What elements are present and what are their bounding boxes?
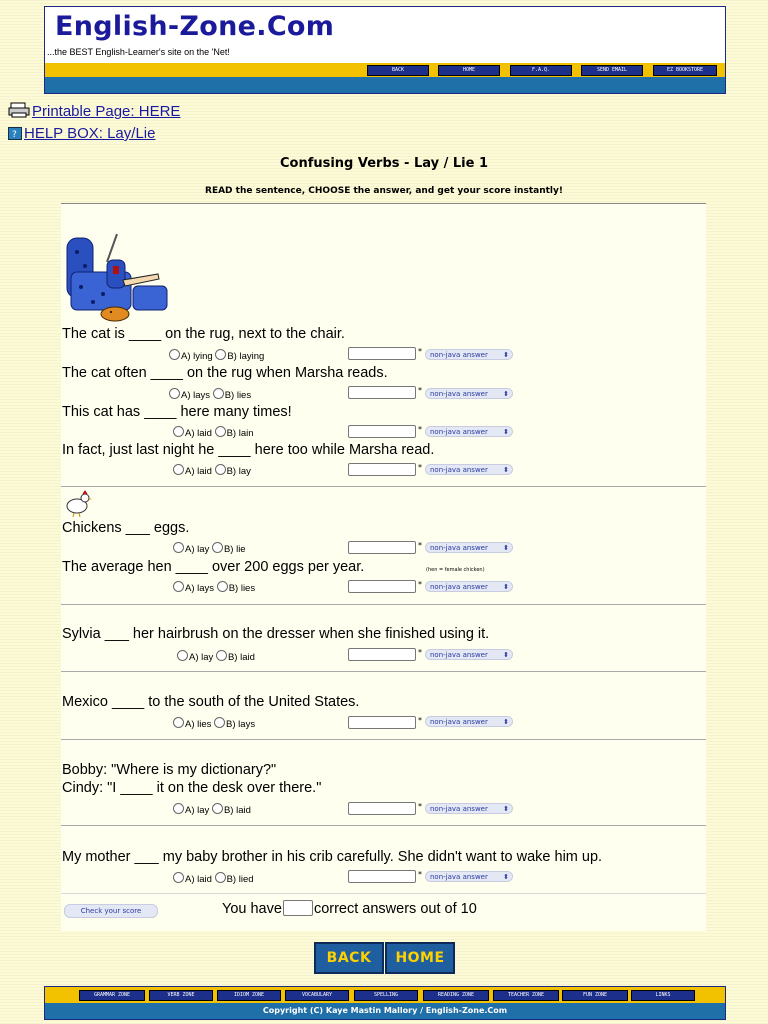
q7-option-b-radio[interactable]	[216, 650, 227, 661]
question-1-options	[169, 349, 264, 362]
q1-nonjava-select[interactable]	[425, 349, 513, 360]
q8-option-b-label[interactable]: B) lays	[226, 719, 256, 730]
q4-option-a-radio[interactable]	[173, 464, 184, 475]
q9-option-a-radio[interactable]	[173, 803, 184, 814]
select-arrows-icon: ⬍	[503, 873, 509, 881]
q10-answer-marker: *	[418, 870, 422, 879]
q5-option-a-label[interactable]: A) lay	[185, 544, 210, 555]
score-field[interactable]	[283, 900, 313, 916]
q9-option-b-label[interactable]: B) laid	[223, 805, 251, 816]
footer-teacher-zone-link[interactable]: TEACHER ZONE	[493, 990, 559, 1001]
q4-answer-field[interactable]	[348, 463, 416, 476]
q6-answer-marker: *	[418, 580, 422, 589]
q9-nonjava-label: non-java answer	[430, 805, 488, 813]
section-divider	[61, 825, 706, 826]
q2-option-a-radio[interactable]	[169, 388, 180, 399]
q2-option-b-radio[interactable]	[213, 388, 224, 399]
q10-option-b-label[interactable]: B) lied	[226, 874, 254, 885]
q1-option-a-label[interactable]: A) lying	[181, 351, 213, 362]
q3-answer-marker: *	[418, 425, 422, 434]
site-header	[44, 6, 726, 94]
q6-option-a-label[interactable]: A) lays	[185, 583, 215, 594]
help-icon	[8, 127, 22, 144]
q7-option-a-label[interactable]: A) lay	[189, 652, 214, 663]
question-8-text: Mexico ____ to the south of the United States.	[62, 694, 360, 710]
q6-nonjava-select[interactable]	[425, 581, 513, 592]
section-divider	[61, 486, 706, 487]
q5-option-b-radio[interactable]	[212, 542, 223, 553]
q4-option-b-radio[interactable]	[215, 464, 226, 475]
q5-option-b-label[interactable]: B) lie	[223, 544, 246, 555]
select-arrows-icon: ⬍	[503, 583, 509, 591]
q4-answer-marker: *	[418, 463, 422, 472]
q5-option-a-radio[interactable]	[173, 542, 184, 553]
q6-option-b-label[interactable]: B) lies	[228, 583, 256, 594]
top-nav-bar	[45, 63, 725, 77]
question-9-text: Cindy: "I ____ it on the desk over there."	[62, 780, 322, 796]
question-4-options	[173, 464, 251, 477]
question-6-note: (hen = female chicken)	[426, 567, 485, 573]
q6-answer-field[interactable]	[348, 580, 416, 593]
site-footer	[44, 986, 726, 1020]
q10-option-a-label[interactable]: A) laid	[185, 874, 212, 885]
help-box-label[interactable]: HELP BOX: Lay/Lie	[24, 125, 156, 142]
q2-nonjava-label: non-java answer	[430, 390, 488, 398]
q3-nonjava-select[interactable]	[425, 426, 513, 437]
q1-option-a-radio[interactable]	[169, 349, 180, 360]
q2-option-a-label[interactable]: A) lays	[181, 390, 211, 401]
q8-answer-field[interactable]	[348, 716, 416, 729]
q8-nonjava-select[interactable]	[425, 716, 513, 727]
q2-answer-field[interactable]	[348, 386, 416, 399]
nav-bookstore-button[interactable]: EZ BOOKSTORE	[653, 65, 717, 76]
svg-text:?: ?	[12, 130, 17, 140]
question-7-options	[177, 650, 255, 663]
footer-vocabulary-link[interactable]: VOCABULARY	[285, 990, 349, 1001]
nav-send-email-button[interactable]: SEND EMAIL	[581, 65, 643, 76]
q5-answer-marker: *	[418, 541, 422, 550]
q3-answer-field[interactable]	[348, 425, 416, 438]
question-2-text: The cat often ____ on the rug when Marsha reads.	[62, 365, 388, 381]
q6-option-a-radio[interactable]	[173, 581, 184, 592]
back-button[interactable]: BACK	[314, 942, 384, 974]
question-8-options	[173, 717, 255, 730]
q10-nonjava-select[interactable]	[425, 871, 513, 882]
footer-reading-zone-link[interactable]: READING ZONE	[423, 990, 489, 1001]
score-suffix: correct answers out of 10	[313, 901, 477, 917]
q7-option-b-label[interactable]: B) laid	[227, 652, 255, 663]
q9-answer-field[interactable]	[348, 802, 416, 815]
q4-option-b-label[interactable]: B) lay	[226, 466, 251, 477]
q3-nonjava-label: non-java answer	[430, 428, 488, 436]
printable-page-link[interactable]	[8, 102, 180, 122]
question-9-line1: Bobby: "Where is my dictionary?"	[62, 762, 277, 778]
q4-nonjava-label: non-java answer	[430, 466, 488, 474]
question-5-options	[173, 542, 246, 555]
select-arrows-icon: ⬍	[503, 651, 509, 659]
select-arrows-icon: ⬍	[503, 428, 509, 436]
select-arrows-icon: ⬍	[503, 805, 509, 813]
q10-option-a-radio[interactable]	[173, 872, 184, 883]
q8-option-a-label[interactable]: A) lies	[185, 719, 212, 730]
q1-nonjava-label: non-java answer	[430, 351, 488, 359]
q5-nonjava-label: non-java answer	[430, 544, 488, 552]
page-title: Confusing Verbs - Lay / Lie 1	[279, 156, 489, 171]
question-9-options	[173, 803, 251, 816]
q2-option-b-label[interactable]: B) lies	[224, 390, 252, 401]
q9-option-a-label[interactable]: A) lay	[185, 805, 210, 816]
question-6-text: The average hen ____ over 200 eggs per year.	[62, 559, 365, 575]
q7-nonjava-label: non-java answer	[430, 651, 488, 659]
footer-idiom-zone-link[interactable]: IDIOM ZONE	[217, 990, 281, 1001]
q5-nonjava-select[interactable]	[425, 542, 513, 553]
select-arrows-icon: ⬍	[503, 351, 509, 359]
q1-option-b-radio[interactable]	[215, 349, 226, 360]
top-nav-stripe	[45, 77, 725, 93]
quiz-panel	[61, 203, 706, 931]
site-logo[interactable]: English-Zone.Com	[55, 11, 335, 42]
printable-page-label[interactable]: Printable Page: HERE	[32, 103, 181, 120]
q9-nonjava-select[interactable]	[425, 803, 513, 814]
section-divider	[61, 604, 706, 605]
question-1-text: The cat is ____ on the rug, next to the chair.	[62, 326, 345, 342]
question-10-text: My mother ___ my baby brother in his crib carefully. She didn't want to wake him up.	[62, 849, 603, 865]
section-divider	[61, 671, 706, 672]
q9-option-b-radio[interactable]	[212, 803, 223, 814]
q3-option-a-radio[interactable]	[173, 426, 184, 437]
select-arrows-icon: ⬍	[503, 466, 509, 474]
printer-icon	[8, 102, 30, 122]
question-5-text: Chickens ___ eggs.	[62, 520, 190, 536]
q3-option-a-label[interactable]: A) laid	[185, 428, 212, 439]
question-3-options	[173, 426, 254, 439]
select-arrows-icon: ⬍	[503, 390, 509, 398]
q10-option-b-radio[interactable]	[215, 872, 226, 883]
question-3-text: This cat has ____ here many times!	[62, 404, 292, 420]
score-line	[222, 900, 477, 917]
question-10-options	[173, 872, 254, 885]
site-tagline: ...the BEST English-Learner's site on the 'Net!	[47, 47, 230, 57]
home-button[interactable]: HOME	[385, 942, 455, 974]
q7-nonjava-select[interactable]	[425, 649, 513, 660]
q7-answer-marker: *	[418, 648, 422, 657]
question-6-options	[173, 581, 255, 594]
footer-nav-bar	[45, 987, 725, 1003]
question-7-text: Sylvia ___ her hairbrush on the dresser when she finished using it.	[62, 626, 490, 642]
q5-answer-field[interactable]	[348, 541, 416, 554]
q10-nonjava-label: non-java answer	[430, 873, 488, 881]
q8-option-a-radio[interactable]	[173, 717, 184, 728]
score-prefix: You have	[222, 901, 282, 917]
q2-answer-marker: *	[418, 386, 422, 395]
q1-option-b-label[interactable]: B) laying	[227, 351, 265, 362]
q3-option-b-label[interactable]: B) lain	[226, 428, 254, 439]
footer-grammar-zone-link[interactable]: GRAMMAR ZONE	[79, 990, 145, 1001]
select-arrows-icon: ⬍	[503, 718, 509, 726]
check-score-button[interactable]: Check your score	[64, 904, 158, 918]
q6-nonjava-label: non-java answer	[430, 583, 488, 591]
footer-verb-zone-link[interactable]: VERB ZONE	[149, 990, 213, 1001]
help-box-link[interactable]	[8, 125, 155, 144]
nav-faq-button[interactable]: F.A.Q.	[510, 65, 572, 76]
q10-answer-field[interactable]	[348, 870, 416, 883]
q4-nonjava-select[interactable]	[425, 464, 513, 475]
nav-home-button[interactable]: HOME	[438, 65, 500, 76]
footer-spelling-link[interactable]: SPELLING	[354, 990, 418, 1001]
q8-option-b-radio[interactable]	[214, 717, 225, 728]
instructions: READ the sentence, CHOOSE the answer, and get your score instantly!	[205, 186, 563, 196]
q1-answer-marker: *	[418, 347, 422, 356]
q8-answer-marker: *	[418, 716, 422, 725]
q7-answer-field[interactable]	[348, 648, 416, 661]
section-divider	[61, 739, 706, 740]
q8-nonjava-label: non-java answer	[430, 718, 488, 726]
question-2-options	[169, 388, 251, 401]
q3-option-b-radio[interactable]	[215, 426, 226, 437]
q2-nonjava-select[interactable]	[425, 388, 513, 399]
footer-links-link[interactable]: LINKS	[631, 990, 695, 1001]
chicken-icon	[63, 490, 93, 522]
armchair-cat-illustration	[63, 232, 171, 326]
section-divider	[61, 893, 706, 894]
q1-answer-field[interactable]	[348, 347, 416, 360]
footer-fun-zone-link[interactable]: FUN ZONE	[562, 990, 628, 1001]
q9-answer-marker: *	[418, 802, 422, 811]
nav-back-button[interactable]: BACK	[367, 65, 429, 76]
question-4-text: In fact, just last night he ____ here too while Marsha read.	[62, 442, 435, 458]
q6-option-b-radio[interactable]	[217, 581, 228, 592]
q4-option-a-label[interactable]: A) laid	[185, 466, 212, 477]
select-arrows-icon: ⬍	[503, 544, 509, 552]
copyright: Copyright (C) Kaye Mastin Mallory / English-Zone.Com	[45, 1003, 725, 1019]
q7-option-a-radio[interactable]	[177, 650, 188, 661]
